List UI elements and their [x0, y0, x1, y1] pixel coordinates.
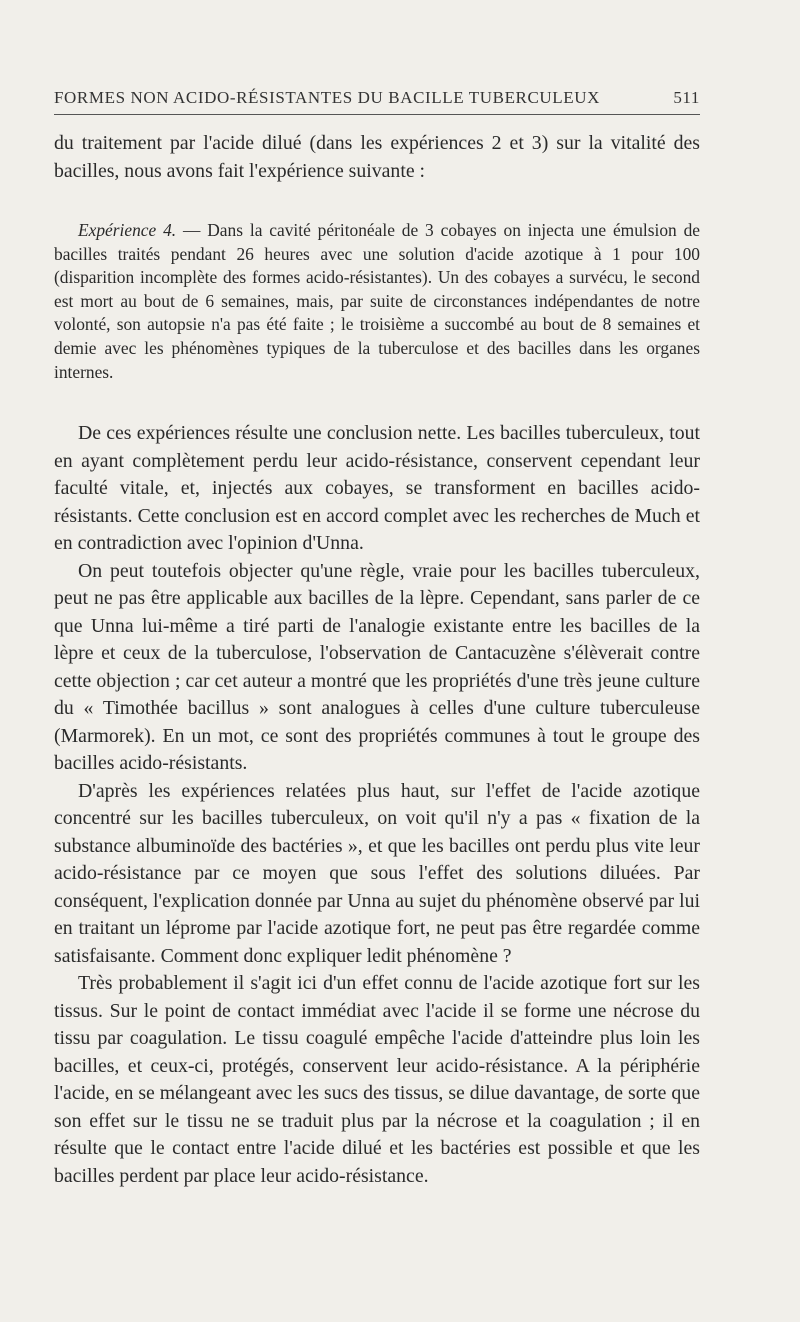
paragraph-conclusion: De ces expériences résulte une conclusion nette. Les bacilles tuberculeux, tout en ayant complètement perdu leur acido-résistance, conservent cependant leur faculté vitale, et, injectés aux cobayes, se transforment en bacilles acido-résistants. Cette conclusion est en accord complet avec les recherches de Much et en contradiction avec l'opinion d'Unna. — [54, 422, 700, 555]
paragraph-nitric-acid: D'après les expériences relatées plus haut, sur l'effet de l'acide azotique concentré sur les bacilles tuberculeux, on voit qu'il n'y a pas « fixation de la substance albuminoïde des bactéries », et que les bacilles ont perdu plus vite leur acido-résistance par ce moyen que sous l'effet des solutions diluées. Par conséquent, l'explication donnée par Unna au sujet du phénomène observé par lui en traitant un léprome par l'acide azotique fort, ne peut pas être regardée comme satisfaisante. Comment donc expliquer ledit phénomène ? — [54, 779, 700, 967]
page-body — [54, 130, 700, 1190]
paragraph-explanation: Très probablement il s'agit ici d'un effet connu de l'acide azotique fort sur les tissus. Sur le point de contact immédiat avec l'acide il se forme une nécrose du tissu par coagulation. Le tissu coagulé empêche l'acide d'atteindre plus loin les bacilles, et ceux-ci, protégés, conservent leur acido-résistance. A la périphérie l'acide, en se mélangeant avec les sucs des tissus, se dilue davantage, de sorte que son effet sur le tissu ne se traduit plus par la nécrose et la coagulation ; il en résulte que le contact entre l'acide dilué et les bactéries est possible et que les bacilles perdent par place leur acido-résistance. — [54, 972, 700, 1187]
paragraph-continuation: du traitement par l'acide dilué (dans les expériences 2 et 3) sur la vitalité des bacilles, nous avons fait l'expérience suivante : — [54, 132, 700, 182]
experiment-label: Expérience 4. — [78, 220, 177, 240]
paragraph-objection: On peut toutefois objecter qu'une règle, vraie pour les bacilles tuberculeux, peut ne pas être applicable aux bacilles de la lèpre. Cependant, sans parler de ce que Unna lui-même a tiré parti de l'analogie existante entre les bacilles de la lèpre et ceux de la tuberculose, l'observation de Cantacuzène s'élèverait contre cette objection ; car cet auteur a montré que les propriétés d'une très jeune culture du « Timothée bacillus » sont analogues à celles d'une culture tuberculeuse (Marmorek). En un mot, ce sont des propriétés communes à tout le groupe des bacilles acido-résistants. — [54, 559, 700, 775]
running-header — [54, 78, 700, 115]
page-number: 511 — [673, 88, 700, 107]
experiment-paragraph — [54, 219, 700, 384]
experiment-text: — Dans la cavité péritonéale de 3 cobayes on injecta une émulsion de bacilles traités pendant 26 heures avec une solution d'acide azotique à 1 pour 100 (disparition incomplète des formes acido-résistantes). Un des cobayes a survécu, le second est mort au bout de 6 semaines, mais, par suite de circonstances indépendantes de notre volonté, son autopsie n'a pas été faite ; le troisième a succombé au bout de 8 semaines et demie avec les phénomènes typiques de la tuberculose et des bacilles dans les organes internes. — [54, 220, 700, 382]
running-title: FORMES NON ACIDO-RÉSISTANTES DU BACILLE TUBERCULEUX — [54, 88, 601, 107]
